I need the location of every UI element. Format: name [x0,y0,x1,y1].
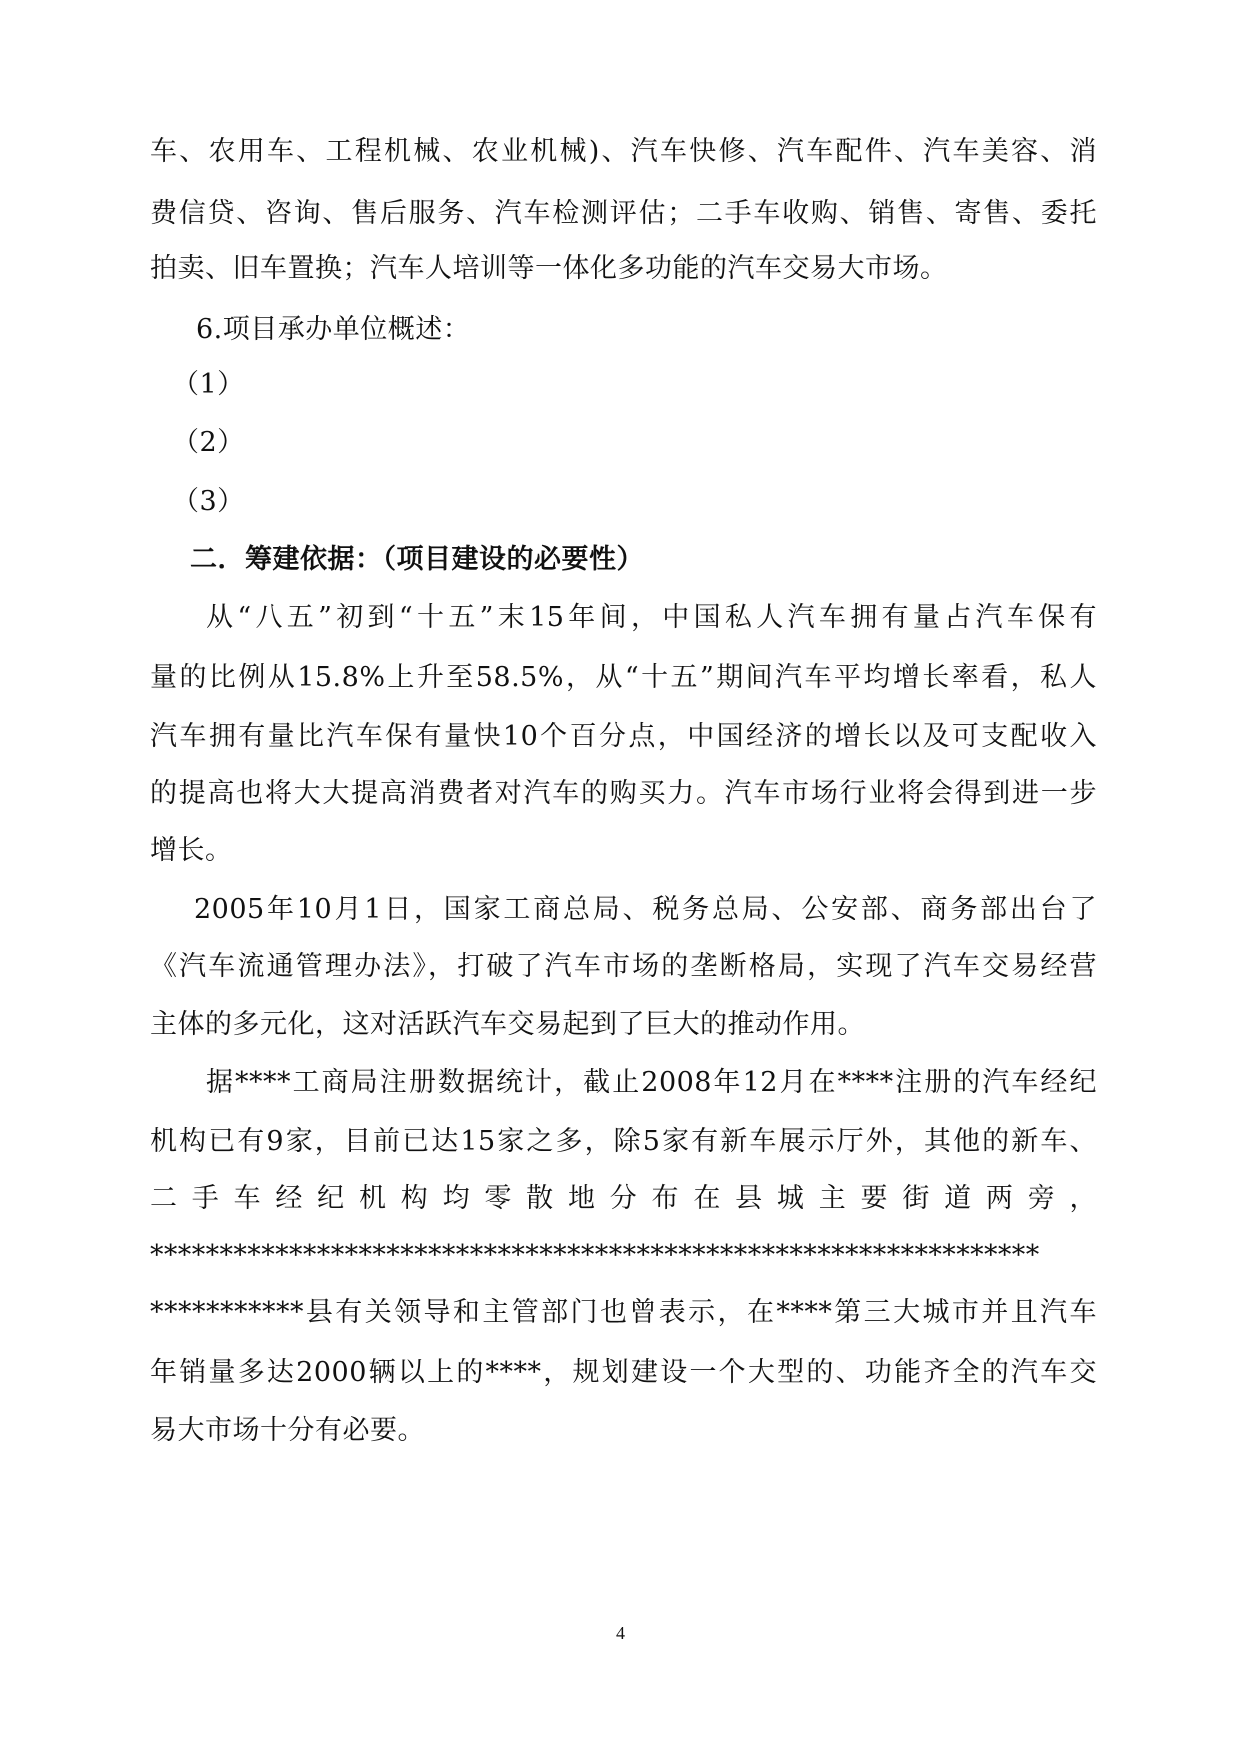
page-number: 4 [616,1623,625,1643]
list-item: （3） [172,486,245,517]
body-text-line: 汽车拥有量比汽车保有量快10个百分点，中国经济的增长以及可支配收入 [150,721,1097,752]
body-text-line: 拍卖、旧车置换；汽车人培训等一体化多功能的汽车交易大市场。 [150,253,948,284]
body-text-line: 量的比例从15.8%上升至58.5%，从“十五”期间汽车平均增长率看，私人 [150,662,1097,693]
section-heading: 二．筹建依据：（项目建设的必要性） [190,544,644,575]
paragraph-first-line: 从“八五”初到“十五”末15年间，中国私人汽车拥有量占汽车保有 [206,602,1097,633]
body-text-line: ***********县有关领导和主管部门也曾表示，在****第三大城市并且汽车 [150,1297,1097,1328]
body-text-line: 年销量多达2000辆以上的****，规划建设一个大型的、功能齐全的汽车交 [150,1357,1097,1388]
body-text-line: 《汽车流通管理办法》，打破了汽车市场的垄断格局，实现了汽车交易经营 [150,951,1097,982]
body-text-line: **************************************************************** [150,1240,1040,1271]
body-text-line: 易大市场十分有必要。 [150,1415,425,1446]
body-text-line: 二手车经纪机构均零散地分布在县城主要街道两旁， [150,1183,1097,1214]
body-text-line: 车、农用车、工程机械、农业机械)、汽车快修、汽车配件、汽车美容、消 [150,136,1097,167]
paragraph-first-line: 据****工商局注册数据统计，截止2008年12月在****注册的汽车经纪 [206,1067,1097,1098]
paragraph-first-line: 2005年10月1日，国家工商总局、税务总局、公安部、商务部出台了 [194,894,1097,925]
body-text-line: 费信贷、咨询、售后服务、汽车检测评估；二手车收购、销售、寄售、委托 [150,198,1097,229]
body-text-line: 增长。 [150,835,233,866]
body-text-line: 机构已有9家，目前已达15家之多，除5家有新车展示厅外，其他的新车、 [150,1126,1097,1157]
body-text-line: 的提高也将大大提高消费者对汽车的购买力。汽车市场行业将会得到进一步 [150,778,1097,809]
section-item-title: 6.项目承办单位概述： [196,314,471,345]
list-item: （1） [172,369,245,400]
list-item: （2） [172,427,245,458]
body-text-line: 主体的多元化，这对活跃汽车交易起到了巨大的推动作用。 [150,1009,865,1040]
